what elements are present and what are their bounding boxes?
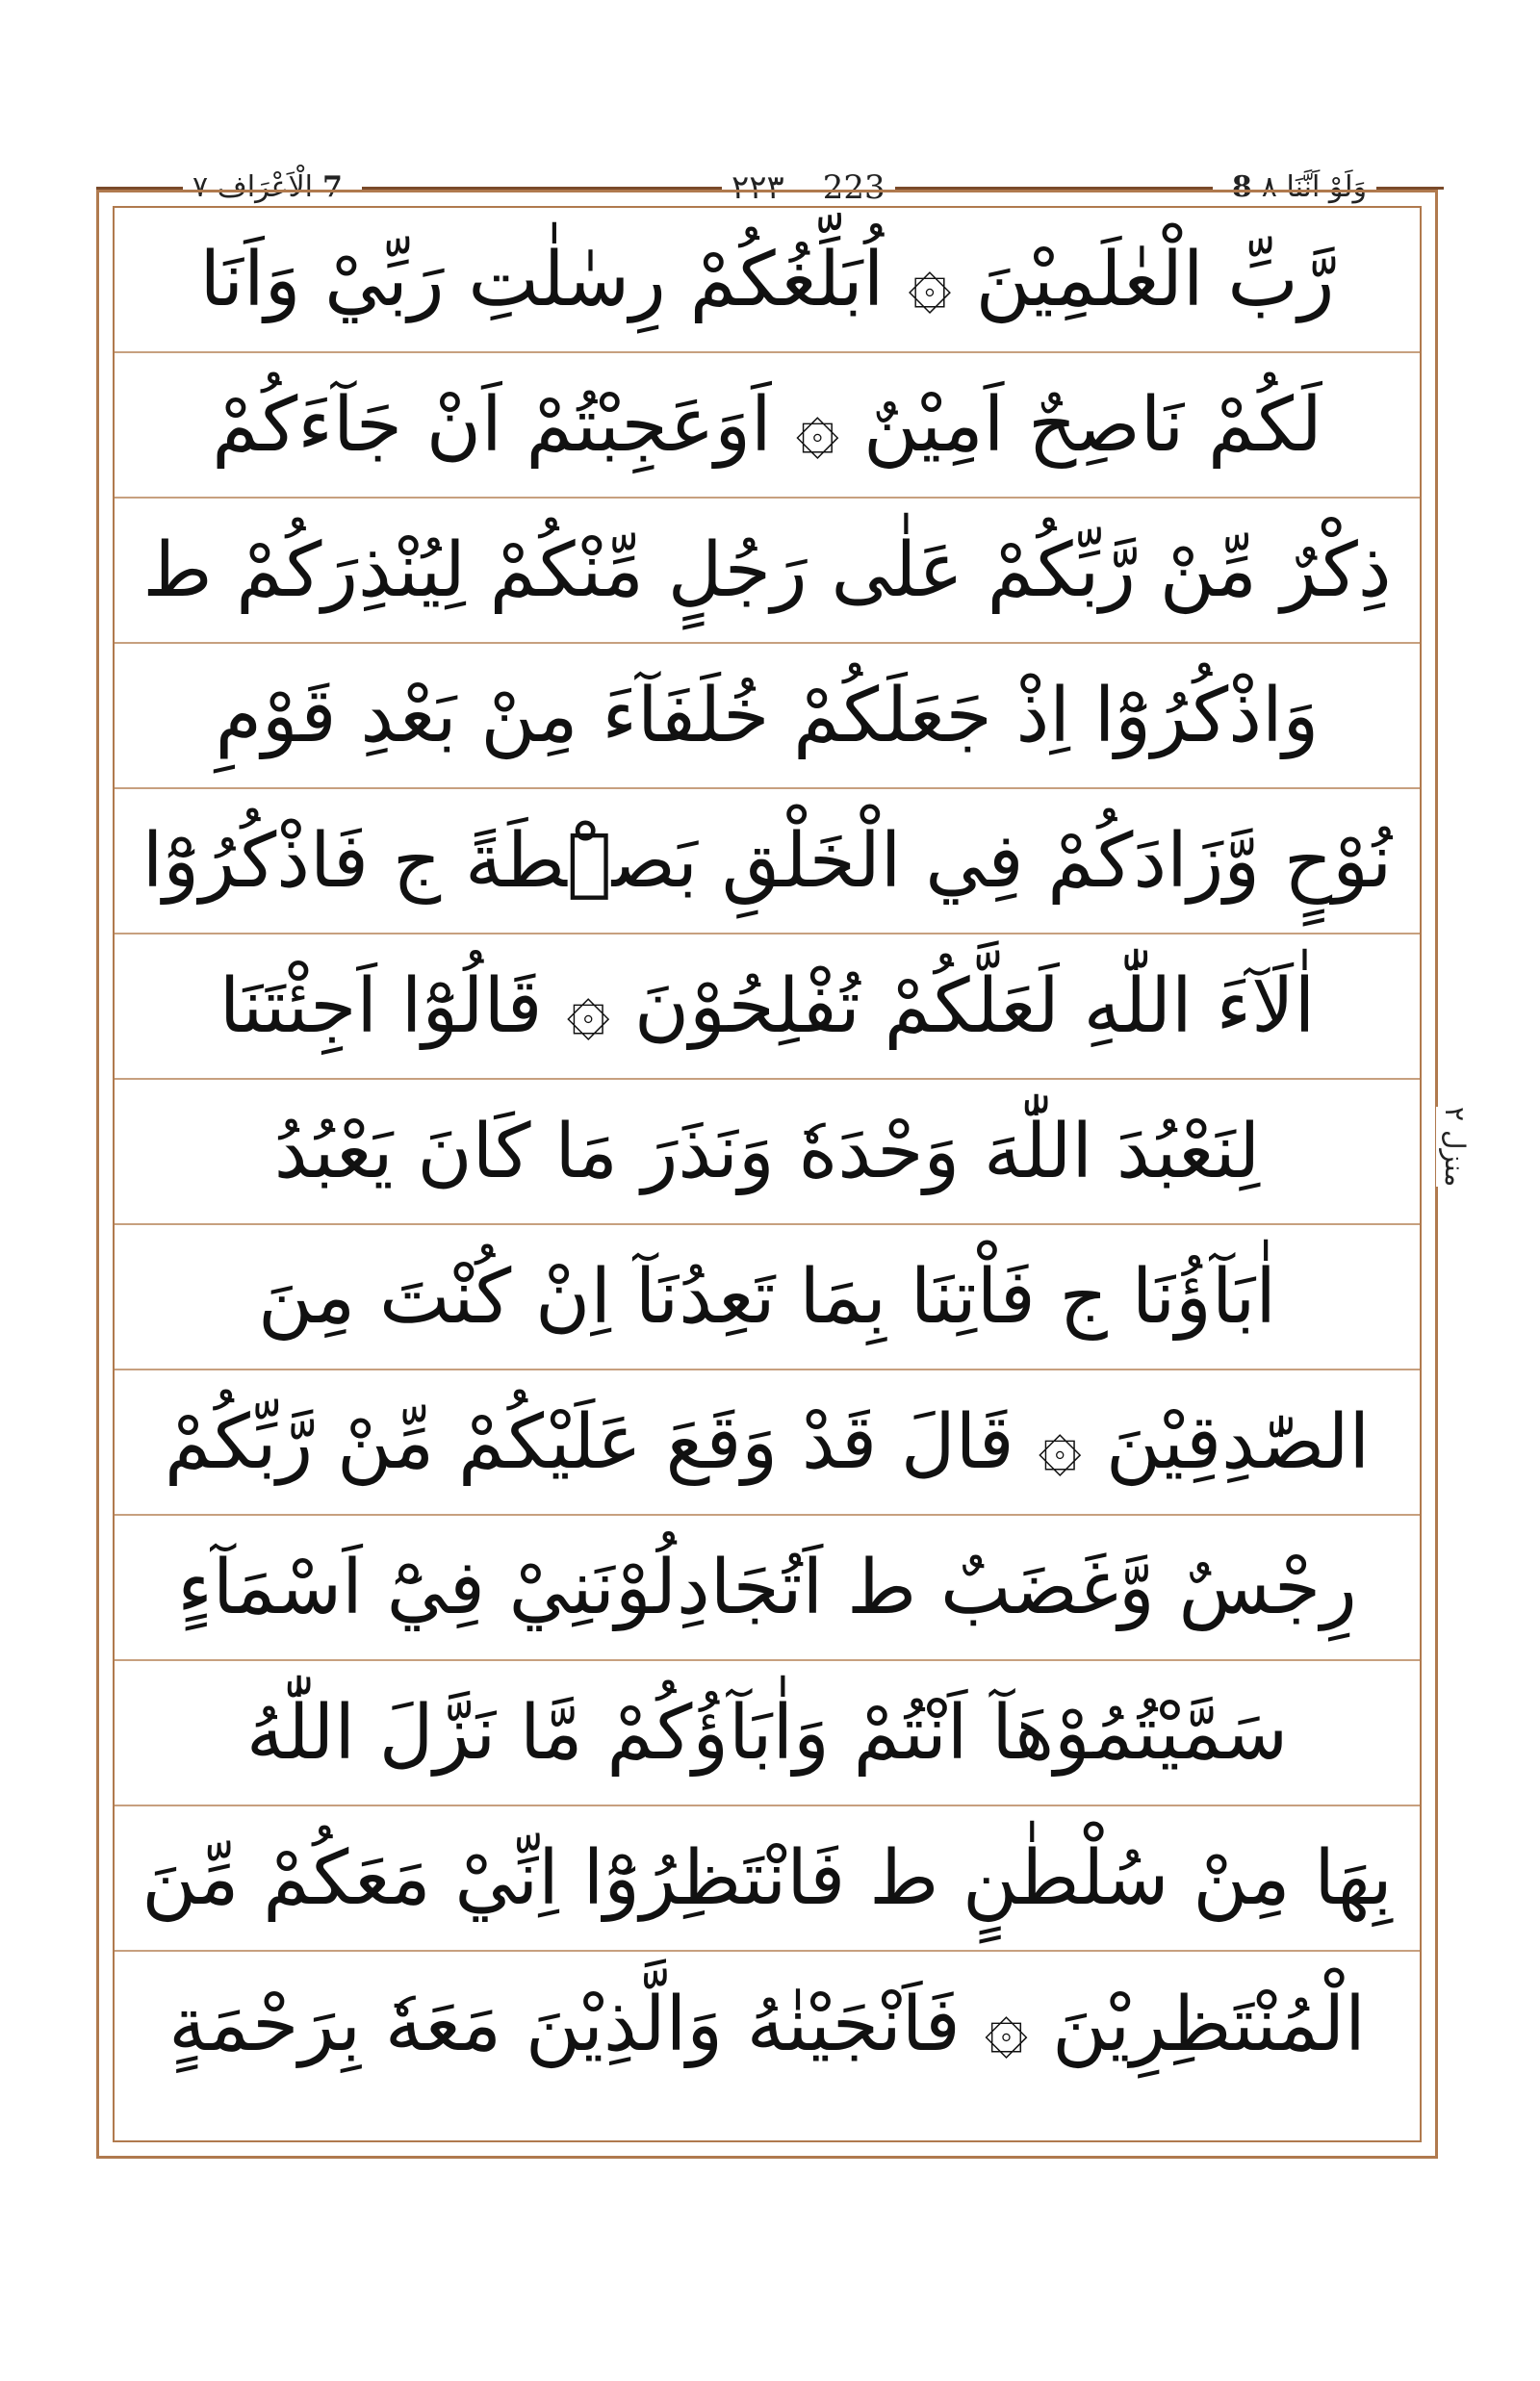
text-line-1: رَّبِّ الْعٰلَمِيْنَ ۞ اُبَلِّغُكُمْ رِسٰلٰتِ رَبِّيْ وَاَنَا xyxy=(115,208,1420,353)
header-page-number: 223 xyxy=(822,168,886,207)
text-line-2: لَكُمْ نَاصِحٌ اَمِيْنٌ ۞ اَوَعَجِبْتُمْ اَنْ جَآءَكُمْ xyxy=(115,353,1420,499)
text-panel xyxy=(113,206,1422,2142)
text-line-7: لِنَعْبُدَ اللّٰهَ وَحْدَهٗ وَنَذَرَ مَا كَانَ يَعْبُدُ xyxy=(115,1080,1420,1225)
header-page-arabic: ۲۲۳ xyxy=(732,168,784,207)
header-surah-label: الْاَعْرَاف ۷ xyxy=(192,170,313,204)
text-line-13: الْمُنْتَظِرِيْنَ ۞ فَاَنْجَيْنٰهُ وَالَّذِيْنَ مَعَهٗ بِرَحْمَةٍ xyxy=(168,1981,1366,2068)
header-surah-number: 7 xyxy=(322,170,343,204)
text-line-12: بِهَا مِنْ سُلْطٰنٍ ط فَانْتَظِرُوْٓا اِنِّيْ مَعَكُمْ مِّنَ xyxy=(115,1806,1420,1952)
text-line-8: اٰبَآؤُنَا ج فَاْتِنَا بِمَا تَعِدُنَآ اِنْ كُنْتَ مِنَ xyxy=(115,1225,1420,1370)
text-line-10: رِجْسٌ وَّغَضَبٌ ط اَتُجَادِلُوْنَنِيْ فِيْٓ اَسْمَآءٍ xyxy=(115,1516,1420,1661)
header-juz-label: وَلَوْ اَنَّنَا ۸ xyxy=(1261,170,1367,204)
text-line-11: سَمَّيْتُمُوْهَآ اَنْتُمْ وَاٰبَآؤُكُمْ مَّا نَزَّلَ اللّٰهُ xyxy=(115,1661,1420,1806)
text-line-5: نُوْحٍ وَّزَادَكُمْ فِي الْخَلْقِ بَصْۜطَةً ج فَاذْكُرُوْٓا xyxy=(115,789,1420,934)
manzil-marker: منزل ۲ xyxy=(1436,1107,1471,1187)
page-frame xyxy=(96,190,1438,2159)
text-line-4: وَاذْكُرُوْٓا اِذْ جَعَلَكُمْ خُلَفَآءَ مِنْ بَعْدِ قَوْمِ xyxy=(115,644,1420,789)
text-line-9: الصّٰدِقِيْنَ ۞ قَالَ قَدْ وَقَعَ عَلَيْكُمْ مِّنْ رَّبِّكُمْ xyxy=(115,1370,1420,1516)
text-line-6: اٰلَآءَ اللّٰهِ لَعَلَّكُمْ تُفْلِحُوْنَ ۞ قَالُوْٓا اَجِئْتَنَا xyxy=(115,934,1420,1080)
header-juz-number: 8 xyxy=(1231,170,1252,204)
text-line-3: ذِكْرٌ مِّنْ رَّبِّكُمْ عَلٰى رَجُلٍ مِّنْكُمْ لِيُنْذِرَكُمْ ط xyxy=(115,499,1420,644)
